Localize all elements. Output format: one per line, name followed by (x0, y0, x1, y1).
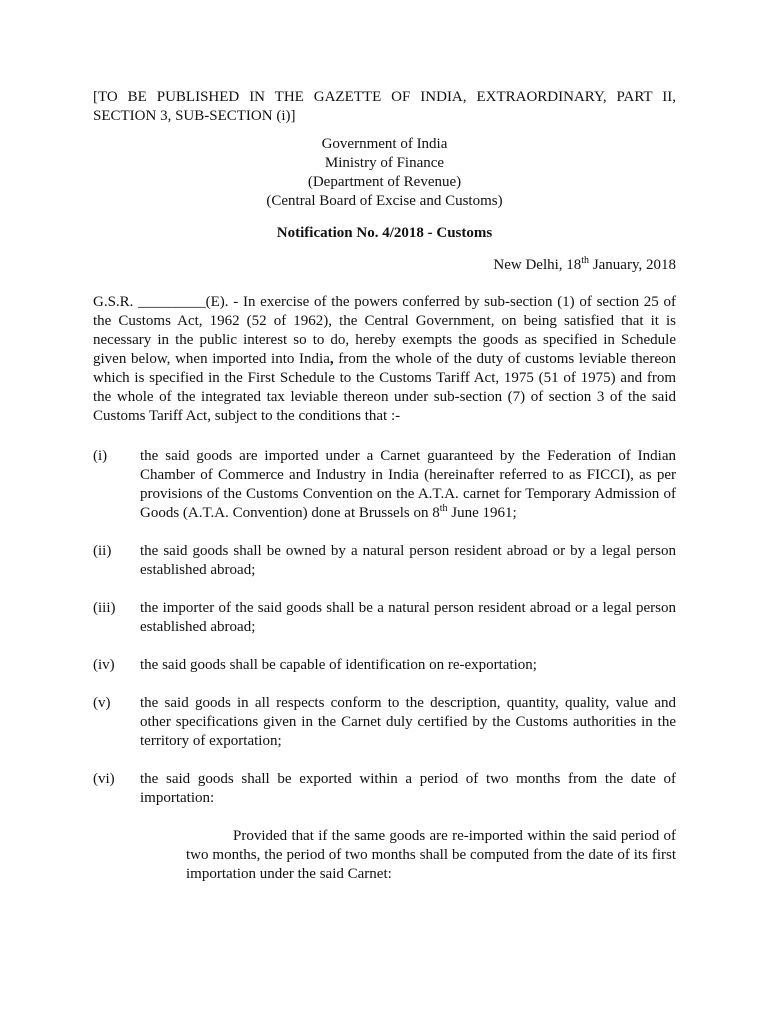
condition-item (93, 447, 676, 523)
authority-government: Government of India (321, 136, 448, 152)
condition-number: (i) (93, 448, 108, 464)
condition-item (93, 694, 676, 751)
condition-text-body: the said goods are imported under a Carnet guaranteed by the Federation of Indian Chamber of Commerce and Industry in India (hereinafter referred to as FICCI), as per provisions of the Customs Convention on the A.T.A. carnet for Temporary Admission of Goods (A.T.A. Convention) done at Brussels on 8 (140, 448, 676, 521)
condition-text: the said goods in all respects conform to the description, quantity, quality, value and other specifications given in the Carnet duly certified by the Customs authorities in the territory of exportation; (140, 695, 676, 749)
intro-part1: G.S.R. _________(E). - In exercise of the powers conferred by sub-section (1) of section 25 of the Customs Act, 1962 (52 of 1962), the Central Government, on being satisfied that it is necessary in the public interest so to do, hereby exempts the goods as specified in Schedule given below, when imported into India (93, 294, 676, 367)
condition-text (140, 447, 676, 523)
condition-text: the importer of the said goods shall be a natural person resident abroad or a legal person established abroad; (140, 600, 676, 635)
intro-part2: from the whole of the duty of customs leviable thereon which is specified in the First Schedule to the Customs Tariff Act, 1975 (51 of 1975) and from the whole of the integrated tax leviable thereon under sub-section (7) of section 3 of the said Customs Tariff Act, subject to the conditions that :- (93, 351, 676, 424)
notification-title: Notification No. 4/2018 - Customs (276, 225, 493, 241)
document-page (93, 88, 676, 899)
authority-block (93, 135, 676, 211)
condition-text: the said goods shall be capable of identification on re-exportation; (140, 657, 537, 673)
date-prefix: New Delhi, 18 (493, 257, 582, 273)
condition-text: the said goods shall be owned by a natural person resident abroad or by a legal person established abroad; (140, 543, 676, 578)
condition-item (93, 542, 676, 580)
date-superscript: th (581, 255, 590, 266)
authority-ministry: Ministry of Finance (324, 155, 445, 171)
gazette-header: [TO BE PUBLISHED IN THE GAZETTE OF INDIA, EXTRAORDINARY, PART II, SECTION 3, SUB-SECTION (i)] (93, 89, 676, 124)
condition-text-tail: June 1961; (447, 505, 517, 521)
condition-item (93, 656, 676, 675)
condition-number: (vi) (93, 771, 115, 787)
condition-number: (iv) (93, 657, 115, 673)
condition-number: (ii) (93, 543, 112, 559)
condition-item (93, 770, 676, 808)
condition-item (93, 599, 676, 637)
condition-text: the said goods shall be exported within a period of two months from the date of importation: (140, 771, 676, 806)
condition-number: (v) (93, 695, 111, 711)
date-suffix: January, 2018 (589, 257, 676, 273)
authority-board: (Central Board of Excise and Customs) (266, 193, 503, 209)
proviso-paragraph: Provided that if the same goods are re-imported within the said period of two months, the period of two months shall be computed from the date of its first importation under the said Carnet: (186, 828, 676, 882)
intro-bold-comma: , (329, 351, 334, 367)
authority-department: (Department of Revenue) (307, 174, 462, 190)
intro-paragraph (93, 293, 676, 426)
condition-superscript: th (439, 503, 448, 514)
condition-number: (iii) (93, 600, 116, 616)
conditions-list (93, 447, 676, 808)
date-line (93, 256, 676, 275)
